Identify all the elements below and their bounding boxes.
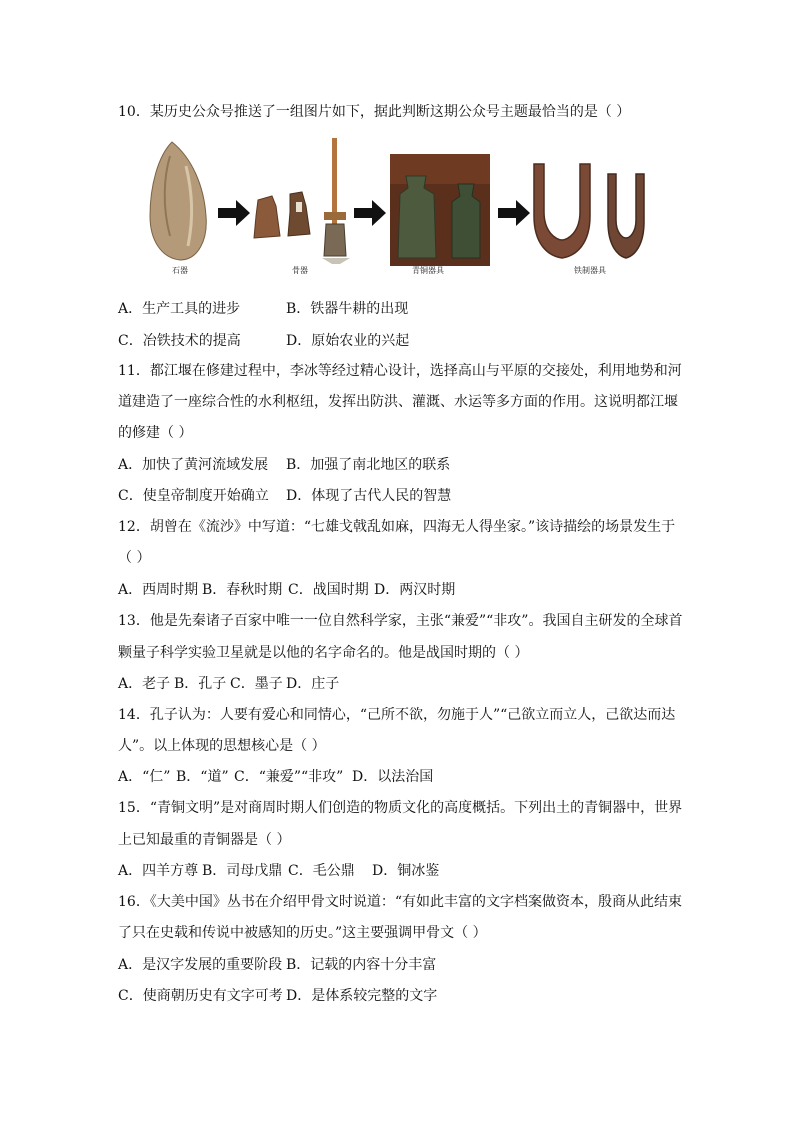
caption-bronze: 青铜器具 [412,266,444,275]
q11-option-d[interactable]: D．体现了古代人民的智慧 [286,488,452,504]
q10-stem: 10．某历史公众号推送了一组图片如下，据此判断这期公众号主题最恰当的是（ ） [118,104,631,120]
arrow-icon-2 [354,200,386,226]
q11-stem-line-2: 道建造了一座综合性的水利枢纽，发挥出防洪、灌溉、水运等多方面的作用。这说明都江堰 [118,394,678,410]
q15-stem-line-1: 15．“青铜文明”是对商周时期人们创造的物质文化的高度概括。下列出土的青铜器中，世界 [118,800,683,816]
caption-bone: 骨器 [292,266,308,275]
q16-stem-line-1: 16．《大美中国》丛书在介绍甲骨文时说道：“有如此丰富的文字档案做资本，殷商从此结束 [118,894,682,910]
q14-options-row [118,767,433,787]
q12-option-d[interactable]: D．两汉时期 [374,582,456,598]
q10-option-b[interactable]: B．铁器牛耕的出现 [286,301,409,317]
stone-tool-image [150,142,206,260]
caption-iron: 铁制器具 [574,266,606,275]
q10-option-d[interactable]: D．原始农业的兴起 [286,333,410,349]
q14-option-a[interactable]: A．“仁” [118,769,171,785]
q14-option-d[interactable]: D．以法治国 [352,769,434,785]
q16-options-row-2 [118,986,437,1006]
q13-option-a[interactable]: A．老子 [118,676,171,692]
q13-option-c[interactable]: C．墨子 [230,676,283,692]
q16-stem-line-2: 了只在史载和传说中被感知的历史。”这主要强调甲骨文（ ） [118,925,487,941]
q10-options-row-2 [118,331,409,351]
q13-stem-line-2: 颗量子科学实验卫星就是以他的名字命名的。他是战国时期的（ ） [118,645,529,661]
arrow-icon-3 [498,200,530,226]
q11-option-c[interactable]: C．使皇帝制度开始确立 [118,488,269,504]
q10-option-a[interactable]: A．生产工具的进步 [118,301,241,317]
q16-option-c[interactable]: C．使商朝历史有文字可考 [118,988,283,1004]
q11-stem-line-1: 11．都江堰在修建过程中，李冰等经过精心设计，选择高山与平原的交接处，利用地势和河 [118,363,682,379]
q14-option-b[interactable]: B．“道” [176,769,229,785]
iron-tools-image [534,164,644,258]
q16-options-row-1 [118,955,436,975]
q12-option-a[interactable]: A．西周时期 [118,582,199,598]
q16-option-a[interactable]: A．是汉字发展的重要阶段 [118,957,283,973]
q15-option-b[interactable]: B．司母戊鼎 [202,863,283,879]
q10-options-row-1 [118,299,408,319]
q15-option-d[interactable]: D．铜冰鉴 [372,863,440,879]
tool-evolution-figure [140,136,680,281]
bone-tool-image [254,192,310,238]
hafted-bone-tool-image [322,138,350,264]
q12-options-row [118,580,455,600]
q15-option-a[interactable]: A．四羊方尊 [118,863,199,879]
q14-option-c[interactable]: C．“兼爱”“非攻” [234,769,344,785]
q14-stem-line-2: 人”。以上体现的思想核心是（ ） [118,738,326,754]
q15-stem-line-2: 上已知最重的青铜器是（ ） [118,832,291,848]
q16-option-d[interactable]: D．是体系较完整的文字 [286,988,438,1004]
q12-option-b[interactable]: B．春秋时期 [202,582,283,598]
arrow-icon-1 [218,200,250,226]
q15-option-c[interactable]: C．毛公鼎 [288,863,355,879]
q12-option-c[interactable]: C．战国时期 [288,582,369,598]
q13-option-d[interactable]: D．庄子 [286,676,340,692]
q13-option-b[interactable]: B．孔子 [174,676,227,692]
q11-option-a[interactable]: A．加快了黄河流域发展 [118,457,269,473]
q10-option-c[interactable]: C．冶铁技术的提高 [118,333,241,349]
caption-stone: 石器 [172,266,188,275]
q16-option-b[interactable]: B．记载的内容十分丰富 [286,957,437,973]
q12-stem-line-1: 12．胡曾在《流沙》中写道：“七雄戈戟乱如麻，四海无人得坐家。”该诗描绘的场景发生于 [118,519,676,535]
q13-options-row [118,674,339,694]
q11-options-row-2 [118,486,451,506]
q11-option-b[interactable]: B．加强了南北地区的联系 [286,457,451,473]
q13-stem-line-1: 13．他是先秦诸子百家中唯一一位自然科学家，主张“兼爱”“非攻”。我国自主研发的全球首 [118,613,683,629]
q14-stem-line-1: 14．孔子认为：人要有爱心和同情心，“己所不欲，勿施于人”“己欲立而立人，己欲达而达 [118,707,676,723]
q11-stem-line-3: 的修建（ ） [118,425,193,441]
bronze-tools-image [390,154,490,266]
tools-illustration [140,136,680,281]
q11-options-row-1 [118,455,450,475]
q12-stem-line-2: （ ） [118,550,151,566]
q15-options-row [118,861,439,881]
